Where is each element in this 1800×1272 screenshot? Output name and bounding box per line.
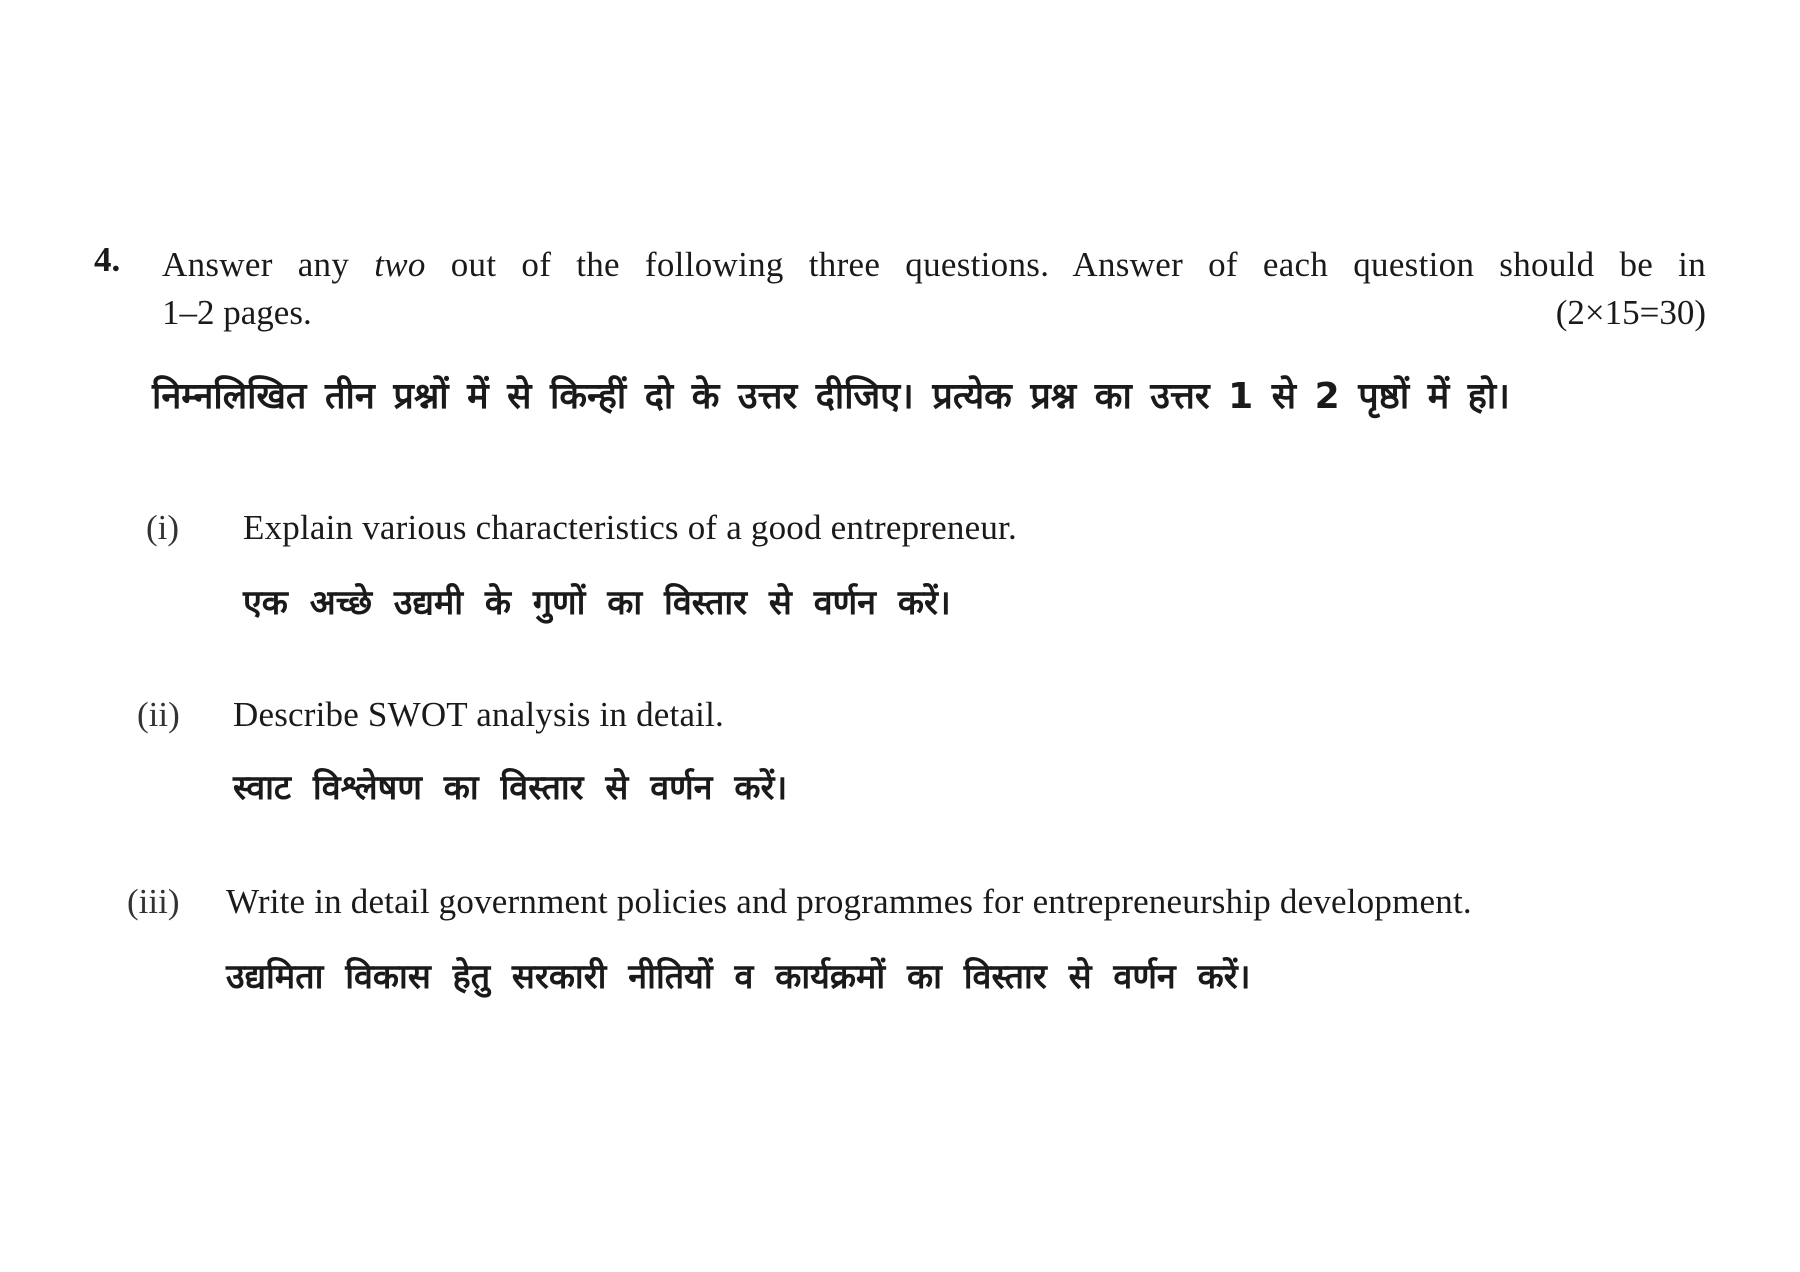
sub-question-hindi: स्वाट विश्लेषण का विस्तार से वर्णन करें। xyxy=(233,768,788,808)
question-instruction-hindi: निम्नलिखित तीन प्रश्नों में से किन्हीं दो के उत्तर दीजिए। प्रत्येक प्रश्न का उत्तर 1 से 2 पृष्ठों में हो। xyxy=(152,376,1510,417)
sub-question-text: Explain various characteristics of a good entrepreneur. xyxy=(243,508,1017,547)
sub-question-label: (iii) xyxy=(127,882,180,921)
sub-question-label: (ii) xyxy=(137,695,180,734)
sub-question-label: (i) xyxy=(146,508,180,547)
question-marks: (2×15=30) xyxy=(1555,293,1706,332)
question-instruction-english-continued: 1–2 pages. xyxy=(162,293,312,332)
sub-question-hindi: उद्यमिता विकास हेतु सरकारी नीतियों व कार्यक्रमों का विस्तार से वर्णन करें। xyxy=(226,957,1251,997)
question-number: 4. xyxy=(94,240,121,279)
question-instruction-english: Answer any two out of the following three questions. Answer of each question should be in xyxy=(162,245,1706,284)
sub-question-hindi: एक अच्छे उद्यमी के गुणों का विस्तार से वर्णन करें। xyxy=(243,583,951,623)
sub-question-text: Write in detail government policies and programmes for entrepreneurship development. xyxy=(226,882,1472,921)
sub-question-text: Describe SWOT analysis in detail. xyxy=(233,695,724,734)
